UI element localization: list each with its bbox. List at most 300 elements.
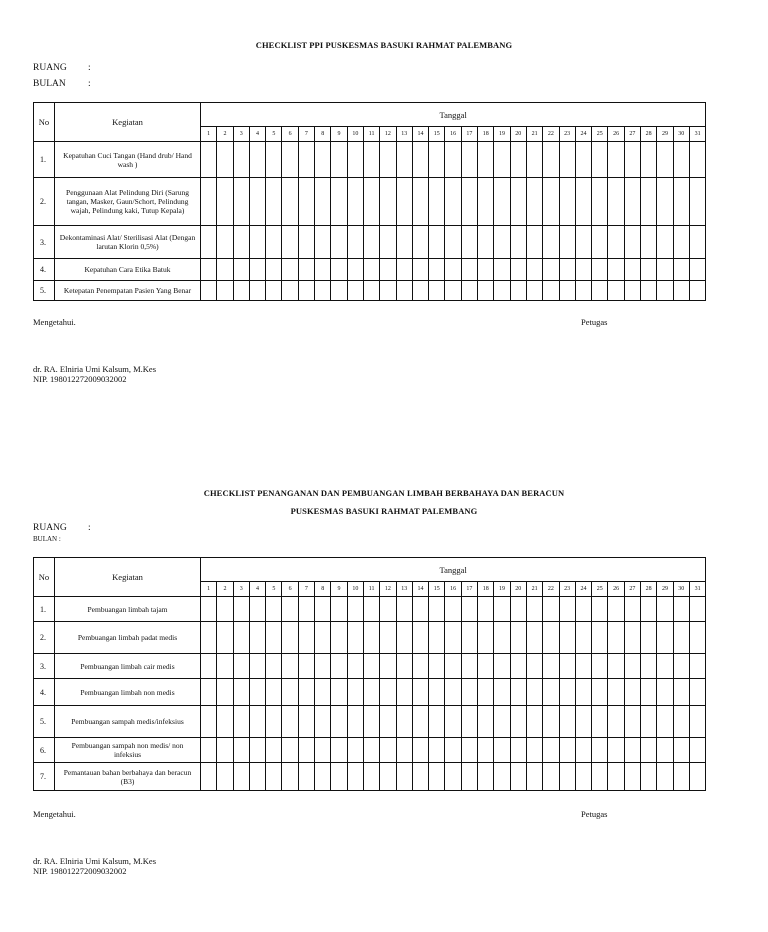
check-cell[interactable] bbox=[412, 706, 428, 738]
check-cell[interactable] bbox=[315, 654, 331, 679]
check-cell[interactable] bbox=[412, 597, 428, 622]
check-cell[interactable] bbox=[429, 738, 445, 763]
check-cell[interactable] bbox=[282, 706, 298, 738]
check-cell[interactable] bbox=[266, 706, 282, 738]
check-cell[interactable] bbox=[201, 622, 217, 654]
check-cell[interactable] bbox=[249, 679, 265, 706]
check-cell[interactable] bbox=[526, 763, 542, 791]
check-cell[interactable] bbox=[575, 259, 591, 281]
check-cell[interactable] bbox=[543, 738, 559, 763]
check-cell[interactable] bbox=[331, 622, 347, 654]
check-cell[interactable] bbox=[429, 226, 445, 259]
check-cell[interactable] bbox=[331, 281, 347, 301]
check-cell[interactable] bbox=[608, 654, 624, 679]
check-cell[interactable] bbox=[201, 178, 217, 226]
check-cell[interactable] bbox=[298, 622, 314, 654]
check-cell[interactable] bbox=[412, 654, 428, 679]
check-cell[interactable] bbox=[217, 178, 233, 226]
check-cell[interactable] bbox=[689, 622, 705, 654]
check-cell[interactable] bbox=[380, 226, 396, 259]
check-cell[interactable] bbox=[347, 178, 363, 226]
check-cell[interactable] bbox=[298, 654, 314, 679]
check-cell[interactable] bbox=[331, 679, 347, 706]
check-cell[interactable] bbox=[461, 178, 477, 226]
check-cell[interactable] bbox=[380, 763, 396, 791]
check-cell[interactable] bbox=[298, 259, 314, 281]
check-cell[interactable] bbox=[363, 622, 379, 654]
check-cell[interactable] bbox=[380, 706, 396, 738]
check-cell[interactable] bbox=[282, 622, 298, 654]
check-cell[interactable] bbox=[608, 763, 624, 791]
check-cell[interactable] bbox=[641, 679, 657, 706]
check-cell[interactable] bbox=[445, 763, 461, 791]
check-cell[interactable] bbox=[363, 763, 379, 791]
check-cell[interactable] bbox=[249, 281, 265, 301]
check-cell[interactable] bbox=[445, 738, 461, 763]
check-cell[interactable] bbox=[673, 281, 689, 301]
check-cell[interactable] bbox=[543, 226, 559, 259]
check-cell[interactable] bbox=[412, 178, 428, 226]
check-cell[interactable] bbox=[266, 178, 282, 226]
check-cell[interactable] bbox=[298, 178, 314, 226]
check-cell[interactable] bbox=[673, 259, 689, 281]
check-cell[interactable] bbox=[575, 654, 591, 679]
check-cell[interactable] bbox=[266, 679, 282, 706]
check-cell[interactable] bbox=[575, 706, 591, 738]
check-cell[interactable] bbox=[315, 706, 331, 738]
check-cell[interactable] bbox=[689, 178, 705, 226]
check-cell[interactable] bbox=[217, 226, 233, 259]
check-cell[interactable] bbox=[494, 178, 510, 226]
check-cell[interactable] bbox=[266, 226, 282, 259]
check-cell[interactable] bbox=[478, 259, 494, 281]
check-cell[interactable] bbox=[608, 738, 624, 763]
check-cell[interactable] bbox=[347, 738, 363, 763]
check-cell[interactable] bbox=[429, 142, 445, 178]
check-cell[interactable] bbox=[510, 679, 526, 706]
check-cell[interactable] bbox=[429, 654, 445, 679]
check-cell[interactable] bbox=[592, 622, 608, 654]
check-cell[interactable] bbox=[510, 281, 526, 301]
check-cell[interactable] bbox=[624, 178, 640, 226]
check-cell[interactable] bbox=[331, 763, 347, 791]
check-cell[interactable] bbox=[380, 679, 396, 706]
check-cell[interactable] bbox=[657, 706, 673, 738]
check-cell[interactable] bbox=[363, 654, 379, 679]
check-cell[interactable] bbox=[298, 679, 314, 706]
check-cell[interactable] bbox=[689, 654, 705, 679]
check-cell[interactable] bbox=[347, 654, 363, 679]
check-cell[interactable] bbox=[575, 622, 591, 654]
check-cell[interactable] bbox=[266, 597, 282, 622]
check-cell[interactable] bbox=[624, 597, 640, 622]
check-cell[interactable] bbox=[592, 281, 608, 301]
check-cell[interactable] bbox=[526, 281, 542, 301]
check-cell[interactable] bbox=[641, 226, 657, 259]
check-cell[interactable] bbox=[592, 763, 608, 791]
check-cell[interactable] bbox=[363, 226, 379, 259]
check-cell[interactable] bbox=[331, 259, 347, 281]
check-cell[interactable] bbox=[526, 654, 542, 679]
check-cell[interactable] bbox=[559, 178, 575, 226]
check-cell[interactable] bbox=[363, 178, 379, 226]
check-cell[interactable] bbox=[217, 654, 233, 679]
check-cell[interactable] bbox=[543, 763, 559, 791]
check-cell[interactable] bbox=[559, 706, 575, 738]
check-cell[interactable] bbox=[363, 738, 379, 763]
check-cell[interactable] bbox=[380, 281, 396, 301]
check-cell[interactable] bbox=[641, 654, 657, 679]
check-cell[interactable] bbox=[249, 763, 265, 791]
check-cell[interactable] bbox=[478, 763, 494, 791]
check-cell[interactable] bbox=[396, 226, 412, 259]
check-cell[interactable] bbox=[429, 259, 445, 281]
check-cell[interactable] bbox=[494, 597, 510, 622]
check-cell[interactable] bbox=[233, 226, 249, 259]
check-cell[interactable] bbox=[363, 597, 379, 622]
check-cell[interactable] bbox=[282, 654, 298, 679]
check-cell[interactable] bbox=[478, 654, 494, 679]
check-cell[interactable] bbox=[233, 654, 249, 679]
check-cell[interactable] bbox=[575, 226, 591, 259]
check-cell[interactable] bbox=[592, 597, 608, 622]
check-cell[interactable] bbox=[461, 763, 477, 791]
check-cell[interactable] bbox=[624, 706, 640, 738]
check-cell[interactable] bbox=[217, 259, 233, 281]
check-cell[interactable] bbox=[363, 142, 379, 178]
check-cell[interactable] bbox=[673, 178, 689, 226]
check-cell[interactable] bbox=[624, 226, 640, 259]
check-cell[interactable] bbox=[249, 259, 265, 281]
check-cell[interactable] bbox=[347, 706, 363, 738]
check-cell[interactable] bbox=[380, 597, 396, 622]
check-cell[interactable] bbox=[689, 597, 705, 622]
check-cell[interactable] bbox=[641, 738, 657, 763]
check-cell[interactable] bbox=[461, 226, 477, 259]
check-cell[interactable] bbox=[494, 259, 510, 281]
check-cell[interactable] bbox=[494, 654, 510, 679]
check-cell[interactable] bbox=[461, 259, 477, 281]
check-cell[interactable] bbox=[380, 654, 396, 679]
check-cell[interactable] bbox=[494, 622, 510, 654]
check-cell[interactable] bbox=[461, 622, 477, 654]
check-cell[interactable] bbox=[282, 226, 298, 259]
check-cell[interactable] bbox=[592, 654, 608, 679]
check-cell[interactable] bbox=[282, 679, 298, 706]
check-cell[interactable] bbox=[396, 738, 412, 763]
check-cell[interactable] bbox=[315, 622, 331, 654]
check-cell[interactable] bbox=[347, 679, 363, 706]
check-cell[interactable] bbox=[608, 706, 624, 738]
check-cell[interactable] bbox=[461, 281, 477, 301]
check-cell[interactable] bbox=[526, 706, 542, 738]
check-cell[interactable] bbox=[331, 738, 347, 763]
check-cell[interactable] bbox=[526, 597, 542, 622]
check-cell[interactable] bbox=[412, 622, 428, 654]
check-cell[interactable] bbox=[249, 706, 265, 738]
check-cell[interactable] bbox=[592, 259, 608, 281]
check-cell[interactable] bbox=[233, 142, 249, 178]
check-cell[interactable] bbox=[282, 259, 298, 281]
check-cell[interactable] bbox=[445, 142, 461, 178]
check-cell[interactable] bbox=[592, 738, 608, 763]
check-cell[interactable] bbox=[331, 142, 347, 178]
check-cell[interactable] bbox=[608, 281, 624, 301]
check-cell[interactable] bbox=[575, 679, 591, 706]
check-cell[interactable] bbox=[559, 226, 575, 259]
check-cell[interactable] bbox=[429, 597, 445, 622]
check-cell[interactable] bbox=[282, 281, 298, 301]
check-cell[interactable] bbox=[217, 679, 233, 706]
check-cell[interactable] bbox=[445, 654, 461, 679]
check-cell[interactable] bbox=[201, 281, 217, 301]
check-cell[interactable] bbox=[673, 226, 689, 259]
check-cell[interactable] bbox=[380, 178, 396, 226]
check-cell[interactable] bbox=[689, 142, 705, 178]
check-cell[interactable] bbox=[217, 142, 233, 178]
check-cell[interactable] bbox=[445, 622, 461, 654]
check-cell[interactable] bbox=[543, 259, 559, 281]
check-cell[interactable] bbox=[641, 706, 657, 738]
check-cell[interactable] bbox=[315, 178, 331, 226]
check-cell[interactable] bbox=[641, 178, 657, 226]
check-cell[interactable] bbox=[298, 706, 314, 738]
check-cell[interactable] bbox=[233, 763, 249, 791]
check-cell[interactable] bbox=[201, 654, 217, 679]
check-cell[interactable] bbox=[396, 654, 412, 679]
check-cell[interactable] bbox=[543, 281, 559, 301]
check-cell[interactable] bbox=[510, 706, 526, 738]
check-cell[interactable] bbox=[689, 259, 705, 281]
check-cell[interactable] bbox=[478, 622, 494, 654]
check-cell[interactable] bbox=[641, 259, 657, 281]
check-cell[interactable] bbox=[249, 178, 265, 226]
check-cell[interactable] bbox=[429, 178, 445, 226]
check-cell[interactable] bbox=[412, 679, 428, 706]
check-cell[interactable] bbox=[510, 178, 526, 226]
check-cell[interactable] bbox=[363, 281, 379, 301]
check-cell[interactable] bbox=[543, 622, 559, 654]
check-cell[interactable] bbox=[249, 654, 265, 679]
check-cell[interactable] bbox=[412, 259, 428, 281]
check-cell[interactable] bbox=[298, 226, 314, 259]
check-cell[interactable] bbox=[575, 738, 591, 763]
check-cell[interactable] bbox=[478, 597, 494, 622]
check-cell[interactable] bbox=[510, 654, 526, 679]
check-cell[interactable] bbox=[201, 738, 217, 763]
check-cell[interactable] bbox=[363, 679, 379, 706]
check-cell[interactable] bbox=[510, 142, 526, 178]
check-cell[interactable] bbox=[461, 738, 477, 763]
check-cell[interactable] bbox=[315, 679, 331, 706]
check-cell[interactable] bbox=[543, 178, 559, 226]
check-cell[interactable] bbox=[363, 706, 379, 738]
check-cell[interactable] bbox=[201, 597, 217, 622]
check-cell[interactable] bbox=[494, 679, 510, 706]
check-cell[interactable] bbox=[429, 706, 445, 738]
check-cell[interactable] bbox=[266, 142, 282, 178]
check-cell[interactable] bbox=[543, 706, 559, 738]
check-cell[interactable] bbox=[478, 226, 494, 259]
check-cell[interactable] bbox=[266, 738, 282, 763]
check-cell[interactable] bbox=[526, 226, 542, 259]
check-cell[interactable] bbox=[608, 622, 624, 654]
check-cell[interactable] bbox=[559, 597, 575, 622]
check-cell[interactable] bbox=[233, 706, 249, 738]
check-cell[interactable] bbox=[331, 178, 347, 226]
check-cell[interactable] bbox=[608, 259, 624, 281]
check-cell[interactable] bbox=[233, 597, 249, 622]
check-cell[interactable] bbox=[347, 226, 363, 259]
check-cell[interactable] bbox=[201, 142, 217, 178]
check-cell[interactable] bbox=[331, 654, 347, 679]
check-cell[interactable] bbox=[608, 597, 624, 622]
check-cell[interactable] bbox=[331, 597, 347, 622]
check-cell[interactable] bbox=[347, 622, 363, 654]
check-cell[interactable] bbox=[331, 706, 347, 738]
check-cell[interactable] bbox=[689, 679, 705, 706]
check-cell[interactable] bbox=[673, 738, 689, 763]
check-cell[interactable] bbox=[445, 226, 461, 259]
check-cell[interactable] bbox=[298, 738, 314, 763]
check-cell[interactable] bbox=[233, 622, 249, 654]
check-cell[interactable] bbox=[461, 679, 477, 706]
check-cell[interactable] bbox=[396, 178, 412, 226]
check-cell[interactable] bbox=[673, 654, 689, 679]
check-cell[interactable] bbox=[494, 226, 510, 259]
check-cell[interactable] bbox=[217, 706, 233, 738]
check-cell[interactable] bbox=[673, 679, 689, 706]
check-cell[interactable] bbox=[315, 142, 331, 178]
check-cell[interactable] bbox=[494, 281, 510, 301]
check-cell[interactable] bbox=[233, 679, 249, 706]
check-cell[interactable] bbox=[673, 622, 689, 654]
check-cell[interactable] bbox=[445, 597, 461, 622]
check-cell[interactable] bbox=[592, 142, 608, 178]
check-cell[interactable] bbox=[575, 281, 591, 301]
check-cell[interactable] bbox=[412, 763, 428, 791]
check-cell[interactable] bbox=[673, 763, 689, 791]
check-cell[interactable] bbox=[266, 654, 282, 679]
check-cell[interactable] bbox=[445, 259, 461, 281]
check-cell[interactable] bbox=[624, 259, 640, 281]
check-cell[interactable] bbox=[233, 281, 249, 301]
check-cell[interactable] bbox=[526, 178, 542, 226]
check-cell[interactable] bbox=[657, 178, 673, 226]
check-cell[interactable] bbox=[266, 259, 282, 281]
check-cell[interactable] bbox=[575, 142, 591, 178]
check-cell[interactable] bbox=[217, 597, 233, 622]
check-cell[interactable] bbox=[624, 763, 640, 791]
check-cell[interactable] bbox=[445, 679, 461, 706]
check-cell[interactable] bbox=[689, 281, 705, 301]
check-cell[interactable] bbox=[494, 142, 510, 178]
check-cell[interactable] bbox=[641, 281, 657, 301]
check-cell[interactable] bbox=[282, 597, 298, 622]
check-cell[interactable] bbox=[445, 706, 461, 738]
check-cell[interactable] bbox=[657, 281, 673, 301]
check-cell[interactable] bbox=[624, 281, 640, 301]
check-cell[interactable] bbox=[233, 259, 249, 281]
check-cell[interactable] bbox=[249, 622, 265, 654]
check-cell[interactable] bbox=[494, 738, 510, 763]
check-cell[interactable] bbox=[657, 142, 673, 178]
check-cell[interactable] bbox=[624, 142, 640, 178]
check-cell[interactable] bbox=[543, 142, 559, 178]
check-cell[interactable] bbox=[559, 142, 575, 178]
check-cell[interactable] bbox=[266, 763, 282, 791]
check-cell[interactable] bbox=[396, 142, 412, 178]
check-cell[interactable] bbox=[298, 763, 314, 791]
check-cell[interactable] bbox=[217, 738, 233, 763]
check-cell[interactable] bbox=[396, 597, 412, 622]
check-cell[interactable] bbox=[461, 654, 477, 679]
check-cell[interactable] bbox=[217, 763, 233, 791]
check-cell[interactable] bbox=[575, 597, 591, 622]
check-cell[interactable] bbox=[592, 679, 608, 706]
check-cell[interactable] bbox=[608, 226, 624, 259]
check-cell[interactable] bbox=[608, 679, 624, 706]
check-cell[interactable] bbox=[689, 763, 705, 791]
check-cell[interactable] bbox=[559, 259, 575, 281]
check-cell[interactable] bbox=[494, 706, 510, 738]
check-cell[interactable] bbox=[510, 622, 526, 654]
check-cell[interactable] bbox=[673, 597, 689, 622]
check-cell[interactable] bbox=[347, 763, 363, 791]
check-cell[interactable] bbox=[396, 622, 412, 654]
check-cell[interactable] bbox=[363, 259, 379, 281]
check-cell[interactable] bbox=[380, 259, 396, 281]
check-cell[interactable] bbox=[396, 679, 412, 706]
check-cell[interactable] bbox=[396, 706, 412, 738]
check-cell[interactable] bbox=[543, 679, 559, 706]
check-cell[interactable] bbox=[510, 597, 526, 622]
check-cell[interactable] bbox=[315, 597, 331, 622]
check-cell[interactable] bbox=[429, 763, 445, 791]
check-cell[interactable] bbox=[429, 281, 445, 301]
check-cell[interactable] bbox=[249, 142, 265, 178]
check-cell[interactable] bbox=[380, 622, 396, 654]
check-cell[interactable] bbox=[624, 654, 640, 679]
check-cell[interactable] bbox=[592, 226, 608, 259]
check-cell[interactable] bbox=[282, 763, 298, 791]
check-cell[interactable] bbox=[559, 281, 575, 301]
check-cell[interactable] bbox=[201, 763, 217, 791]
check-cell[interactable] bbox=[657, 763, 673, 791]
check-cell[interactable] bbox=[510, 226, 526, 259]
check-cell[interactable] bbox=[412, 738, 428, 763]
check-cell[interactable] bbox=[347, 259, 363, 281]
check-cell[interactable] bbox=[396, 259, 412, 281]
check-cell[interactable] bbox=[657, 259, 673, 281]
check-cell[interactable] bbox=[608, 142, 624, 178]
check-cell[interactable] bbox=[315, 259, 331, 281]
check-cell[interactable] bbox=[380, 142, 396, 178]
check-cell[interactable] bbox=[298, 281, 314, 301]
check-cell[interactable] bbox=[608, 178, 624, 226]
check-cell[interactable] bbox=[559, 738, 575, 763]
check-cell[interactable] bbox=[673, 142, 689, 178]
check-cell[interactable] bbox=[559, 763, 575, 791]
check-cell[interactable] bbox=[315, 281, 331, 301]
check-cell[interactable] bbox=[412, 142, 428, 178]
check-cell[interactable] bbox=[217, 622, 233, 654]
check-cell[interactable] bbox=[689, 226, 705, 259]
check-cell[interactable] bbox=[380, 738, 396, 763]
check-cell[interactable] bbox=[543, 597, 559, 622]
check-cell[interactable] bbox=[575, 178, 591, 226]
check-cell[interactable] bbox=[478, 178, 494, 226]
